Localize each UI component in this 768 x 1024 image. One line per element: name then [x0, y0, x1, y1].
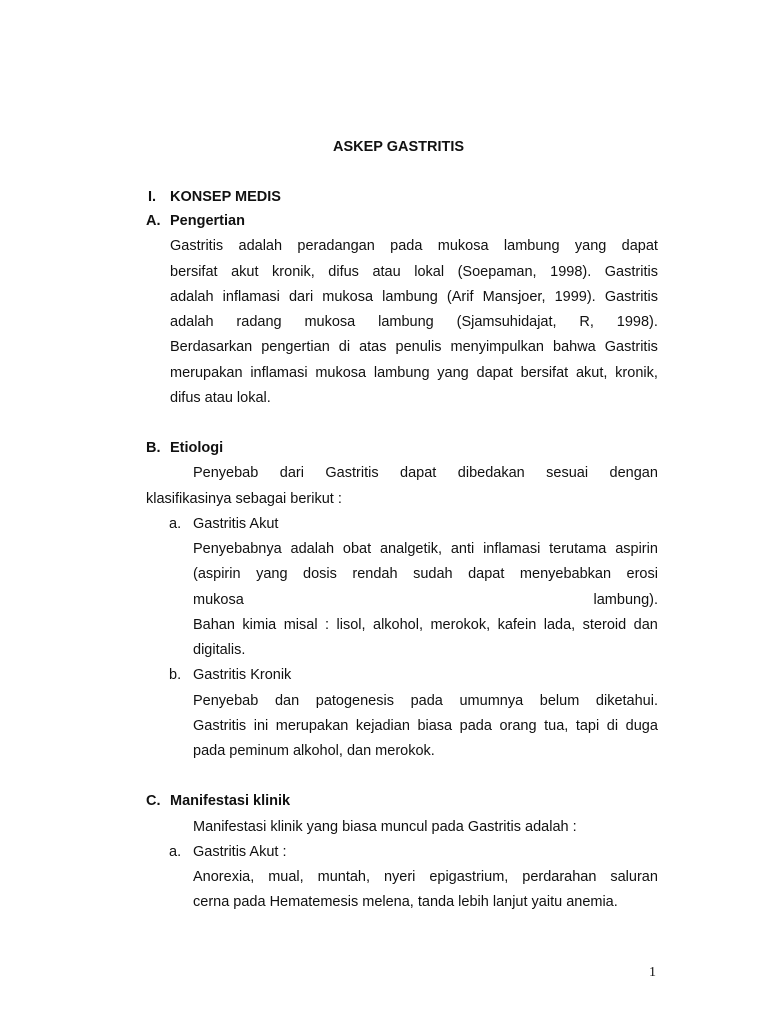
- manifestasi-intro: Manifestasi klinik yang biasa muncul pada Gastritis adalah :: [193, 819, 577, 835]
- word: yang: [256, 566, 288, 582]
- word: R,: [579, 314, 594, 330]
- etiologi-akut-line-4: [193, 617, 658, 634]
- word: menyebabkan: [519, 566, 612, 582]
- word: peradangan: [297, 238, 375, 254]
- word: Gastritis: [325, 465, 379, 481]
- section-b-mark: B.: [146, 440, 161, 456]
- word: Bahan: [193, 617, 235, 633]
- word: akut: [231, 264, 259, 280]
- word: atas: [359, 339, 387, 355]
- word: inflamasi: [483, 541, 541, 557]
- word: obat: [342, 541, 372, 557]
- manifestasi-akut-line-2: cerna pada Hematemesis melena, tanda lebih lanjut yaitu anemia.: [193, 894, 618, 910]
- word: epigastrium,: [429, 869, 509, 885]
- page-title: ASKEP GASTRITIS: [333, 139, 465, 155]
- page-number: 1: [649, 965, 656, 980]
- etiologi-akut-line-2: [193, 566, 658, 583]
- etiologi-akut-line-1: [193, 541, 658, 558]
- word: mukosa: [315, 365, 367, 381]
- pengertian-line-6: [170, 365, 658, 382]
- word: 1998).: [616, 314, 658, 330]
- word: merupakan: [170, 365, 243, 381]
- word: dari: [279, 465, 304, 481]
- word: terutama: [549, 541, 607, 557]
- manifestasi-item-a-label: Gastritis Akut :: [193, 844, 287, 860]
- word: merokok,: [430, 617, 491, 633]
- word: lambung: [503, 238, 560, 254]
- pengertian-line-7: difus atau lokal.: [170, 390, 271, 406]
- word: adalah: [170, 314, 214, 330]
- manifestasi-item-a-mark: a.: [169, 844, 182, 860]
- word: (Sjamsuhidajat,: [456, 314, 557, 330]
- word: dapat: [468, 566, 505, 582]
- word: lambung: [382, 289, 438, 305]
- word: patogenesis: [315, 693, 394, 709]
- etiologi-intro-line-2: klasifikasinya sebagai berikut :: [146, 491, 342, 507]
- word: yang: [574, 238, 607, 254]
- word: dengan: [609, 465, 658, 481]
- etiologi-akut-line-5: digitalis.: [193, 642, 246, 658]
- word: inflamasi: [250, 365, 308, 381]
- word: misal: [283, 617, 318, 633]
- word: Gastritis: [604, 264, 658, 280]
- word: sudah: [413, 566, 453, 582]
- word: Penyebabnya: [193, 541, 282, 557]
- word: dapat: [621, 238, 658, 254]
- word: Gastritis: [604, 289, 658, 305]
- word: di: [338, 339, 351, 355]
- word: Anorexia,: [193, 869, 255, 885]
- word: dosis: [303, 566, 337, 582]
- section-b-heading: Etiologi: [170, 440, 224, 456]
- section-a-heading: Pengertian: [170, 213, 245, 229]
- word: Mansjoer,: [482, 289, 546, 305]
- word: atau: [372, 264, 401, 280]
- word: mukosa: [193, 592, 244, 608]
- word: adalah: [290, 541, 335, 557]
- word: lisol,: [336, 617, 366, 633]
- word: dibedakan: [457, 465, 525, 481]
- word: Penyebab: [193, 465, 259, 481]
- word: (Soepaman,: [457, 264, 537, 280]
- word: pada: [390, 238, 423, 254]
- word: orang: [499, 718, 537, 734]
- word: Berdasarkan: [170, 339, 253, 355]
- word: pengertian: [261, 339, 330, 355]
- word: merupakan: [275, 718, 349, 734]
- word: pada: [459, 718, 492, 734]
- word: kejadian: [355, 718, 410, 734]
- word: rendah: [352, 566, 398, 582]
- pengertian-line-2: [170, 264, 658, 281]
- word: kronik,: [272, 264, 315, 280]
- word: di: [606, 718, 619, 734]
- word: alkohol,: [373, 617, 423, 633]
- word: pada: [410, 693, 443, 709]
- section-c-heading: Manifestasi klinik: [170, 793, 291, 809]
- word: radang: [236, 314, 282, 330]
- word: adalah: [238, 238, 283, 254]
- word: bersifat: [170, 264, 218, 280]
- word: mukosa: [304, 314, 356, 330]
- word: Gastritis: [170, 238, 224, 254]
- word: tapi: [575, 718, 600, 734]
- word: duga: [625, 718, 658, 734]
- word: dan: [633, 617, 658, 633]
- word: mual,: [268, 869, 304, 885]
- pengertian-line-1: [170, 238, 658, 255]
- etiologi-kronik-line-1: [193, 693, 658, 710]
- section-c-mark: C.: [146, 793, 161, 809]
- etiologi-kronik-line-2: [193, 718, 658, 735]
- word: Gastritis: [604, 339, 658, 355]
- word: tua,: [544, 718, 569, 734]
- word: dari: [288, 289, 314, 305]
- word: saluran: [610, 869, 658, 885]
- word: lambung: [378, 314, 434, 330]
- word: kronik,: [615, 365, 658, 381]
- word: inflamasi: [222, 289, 280, 305]
- word: (Arif: [446, 289, 474, 305]
- word: nyeri: [383, 869, 416, 885]
- word: adalah: [170, 289, 214, 305]
- word: dapat: [476, 365, 513, 381]
- etiologi-item-a-mark: a.: [169, 516, 182, 532]
- word: kafein: [497, 617, 537, 633]
- word: bersifat: [520, 365, 569, 381]
- etiologi-intro-line-1: [193, 465, 658, 482]
- etiologi-akut-line-3: [193, 592, 658, 609]
- word: erosi: [626, 566, 658, 582]
- word: lokal: [414, 264, 445, 280]
- word: akut,: [575, 365, 608, 381]
- word: umumnya: [459, 693, 524, 709]
- pengertian-line-4: [170, 314, 658, 331]
- word: anti: [450, 541, 475, 557]
- word: perdarahan: [522, 869, 597, 885]
- etiologi-item-b-mark: b.: [169, 667, 182, 683]
- word: Penyebab: [193, 693, 259, 709]
- word: Gastritis: [193, 718, 247, 734]
- section-i-mark: I.: [148, 189, 157, 205]
- word: steroid: [582, 617, 627, 633]
- word: :: [325, 617, 330, 633]
- word: analgetik,: [379, 541, 443, 557]
- word: (aspirin: [193, 566, 241, 582]
- word: dapat: [400, 465, 437, 481]
- pengertian-line-3: [170, 289, 658, 306]
- word: bahwa: [553, 339, 596, 355]
- word: mukosa: [437, 238, 489, 254]
- word: diketahui.: [595, 693, 658, 709]
- word: lambung).: [593, 592, 658, 608]
- section-i-heading: KONSEP MEDIS: [170, 189, 281, 205]
- word: dan: [274, 693, 300, 709]
- word: kimia: [242, 617, 277, 633]
- word: ini: [253, 718, 269, 734]
- word: lambung: [373, 365, 430, 381]
- etiologi-kronik-line-3: pada peminum alkohol, dan merokok.: [193, 743, 435, 759]
- pengertian-line-5: [170, 339, 658, 356]
- word: mukosa: [322, 289, 374, 305]
- word: menyimpulkan: [450, 339, 544, 355]
- word: penulis: [395, 339, 442, 355]
- word: yang: [437, 365, 469, 381]
- word: muntah,: [317, 869, 371, 885]
- word: aspirin: [615, 541, 658, 557]
- word: lada,: [543, 617, 576, 633]
- word: 1999).: [554, 289, 596, 305]
- word: sesuai: [546, 465, 589, 481]
- word: difus: [328, 264, 359, 280]
- etiologi-item-b-label: Gastritis Kronik: [193, 667, 292, 683]
- section-a-mark: A.: [146, 213, 161, 229]
- manifestasi-akut-line-1: [193, 869, 658, 886]
- word: 1998).: [550, 264, 592, 280]
- word: biasa: [417, 718, 453, 734]
- word: belum: [539, 693, 580, 709]
- etiologi-item-a-label: Gastritis Akut: [193, 516, 279, 532]
